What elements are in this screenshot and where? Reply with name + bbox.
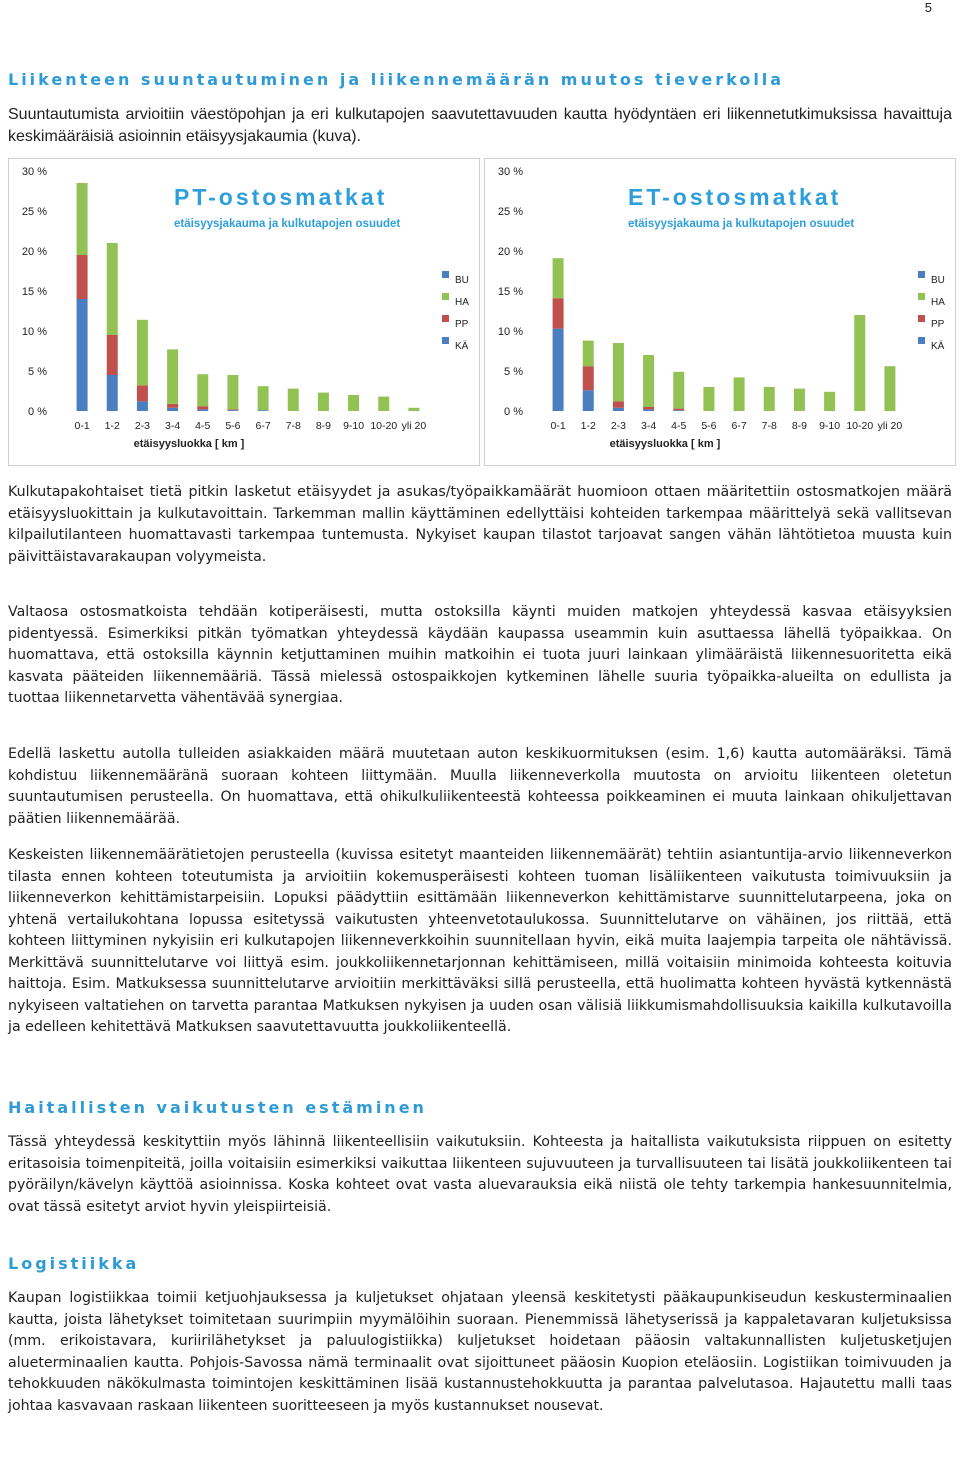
bar-segment-ha <box>824 392 835 411</box>
bar-segment-ha <box>764 387 775 411</box>
x-tick-label: 10-20 <box>846 420 874 432</box>
y-tick-label: 25 % <box>21 206 47 218</box>
bar-segment-ka <box>107 375 118 411</box>
bar-segment-pp <box>227 409 238 410</box>
bar-segment-ka <box>553 329 564 411</box>
bar-segment-ha <box>583 341 594 367</box>
bar-segment-pp <box>583 366 594 390</box>
x-tick-label: 7-8 <box>285 420 301 432</box>
y-tick-label: 20 % <box>21 246 47 258</box>
y-tick-label: 15 % <box>21 286 47 298</box>
y-tick-label: 0 % <box>28 406 47 418</box>
x-tick-label: 9-10 <box>343 420 365 432</box>
bar-segment-ha <box>553 258 564 298</box>
legend-label: BU <box>455 275 469 286</box>
bar-segment-ha <box>854 315 865 411</box>
legend-swatch <box>918 293 925 300</box>
legend-label: PP <box>931 319 945 330</box>
paragraph-4: Keskeisten liikennemäärätietojen perusteella (kuvissa esitetyt maanteiden liikennemäärät) tehtiin asiantuntija-arvio liikenneverkon tilasta ennen kohteen toteutumista ja arvioitiin kokemusperäisesti kohteen tuoman lisäliikenteen vaikutusta toimivuuksiin ja liikenneverkon kehittämistarpeisiin. Lopuksi päädyttiin esittämään liikenneverkon kehittämistarve suunnittelutarpeena, joka on yhtenä vertailukohtana lopussa esitetyssä vaikutusten yhteenvetotaulukossa. Suunnittelutarve on vähäinen, jos riittää, että kohteen liittyminen nykyisiin eri kulkutapojen liikenneverkkoihin suunnitellaan hyvin, eikä muita laajempia tarpeita ole nähtävissä. Merkittävä suunnittelutarve voi liittyä esim. joukkoliikennetarjonnan kehittämiseen, millä voitaisiin minimoida kohteesta koituvia haittoja. Esim. Matkuksessa suunnittelutarve arvioitiin merkittäväksi sillä perusteella, että huolimatta kohteen hyvästä kytkennästä nykyiseen valtatiehen on tarvetta parantaa Matkuksen nykyisen ja uuden osan välisiä liikkumismahdollisuuksia kaikilla kulkutavoilla ja edelleen kehitettävä Matkuksen saavutettavuutta joukkoliikenteellä. <box>8 847 952 1035</box>
bar-segment-pp <box>167 404 178 408</box>
legend-swatch <box>442 293 449 300</box>
bar-segment-ka <box>673 410 684 411</box>
et-chart-box <box>484 158 956 466</box>
legend-swatch <box>442 315 449 322</box>
x-tick-label: 2-3 <box>134 420 151 432</box>
bar-segment-ka <box>137 401 148 411</box>
chart-subtitle: etäisyysjakauma ja kulkutapojen osuudet <box>174 218 401 230</box>
bar-segment-ka <box>643 409 654 411</box>
x-tick-label: 8-9 <box>315 420 332 432</box>
x-tick-label: 6-7 <box>731 420 747 432</box>
x-tick-label: 4-5 <box>671 420 687 432</box>
paragraph-2: Valtaosa ostosmatkoista tehdään kotiperäisesti, mutta ostoksilla käynti muiden matkojen yhteydessä kasvaa etäisyyksien pidentyessä. Esimerkiksi pitkän työmatkan yhteydessä käydään kaupassa useammin kuin asuttaessa lähellä työpaikkaa. On huomattava, että ostoksilla käynnin ketjuttaminen muihin matkoihin ei tuota juuri lainkaan ylimääräistä liikennesuoritetta eikä kasvata pääteiden liikennemääriä. Tässä mielessä ostospaikkojen kytkeminen lähelle suuria työpaikka-alueilta on edullista ja tuottaa liikennetarvetta vähentävää synergiaa. <box>8 604 952 706</box>
legend-label: KÄ <box>931 341 945 352</box>
bar-segment-ka <box>583 390 594 411</box>
y-tick-label: 5 % <box>504 366 523 378</box>
bar-segment-ha <box>107 243 118 335</box>
x-tick-label: 0-1 <box>74 420 90 432</box>
bar-segment-ha <box>227 375 238 409</box>
x-tick-label: 8-9 <box>791 420 808 432</box>
bar-segment-ha <box>378 397 389 411</box>
y-tick-label: 15 % <box>497 286 523 298</box>
bar-segment-ka <box>167 408 178 411</box>
bar-segment-ka <box>227 410 238 411</box>
bar-segment-ha <box>167 349 178 403</box>
bar-segment-ha <box>258 386 269 410</box>
chart-subtitle: etäisyysjakauma ja kulkutapojen osuudet <box>628 218 855 230</box>
x-tick-label: 5-6 <box>701 420 717 432</box>
legend-label: BU <box>931 275 945 286</box>
paragraph-3: Edellä laskettu autolla tulleiden asiakkaiden määrä muutetaan auton keskikuormituksen (esim. 1,6) kautta automääräksi. Tämä kohdistuu liikennemääränä suoraan kohteen liittymään. Muulla liikenneverkolla muutosta on arvioitu liikenteen oletetun suuntautumisen perusteella. On huomattava, että ohikulkuliikenteestä kohteessa poikkeaminen ei muuta lainkaan ohikuljettavan päätien liikennemäärää. <box>8 746 952 827</box>
paragraph-6: Kaupan logistiikkaa toimii ketjuohjauksessa ja kuljetukset ohjataan yleensä keskitetysti pääkaupunkiseudun keskusterminaalien kautta, joista lähetykset toimitetaan suurimpiin myymälöihin suoraan. Pienemmissä lähetyserissä ja kappaletavaran kuljetuksissa (mm. erikoistavara, kuriirilähetykset ja paluulogistiikka) kuljetukset hoidetaan pääosin valtakunnallisten kuljetusketjujen alueterminaalien kautta. Pohjois-Savossa nämä terminaalit ovat sijoittuneet pääosin Kuopion eteläosiin. Logistiikan toimivuuden ja tehokkuuden näkökulmasta toimintojen keskittäminen lisää kustannustehokkuutta ja parantaa palvelutasoa. Hajautettu malli taas johtaa kasvavaan raskaan liikenteen suoritteeseen ja myös kustannukset nousevat. <box>8 1290 952 1414</box>
y-tick-label: 10 % <box>497 326 523 338</box>
bar-segment-pp <box>197 406 208 409</box>
bar-segment-ha <box>318 393 329 411</box>
bar-segment-pp <box>673 409 684 411</box>
bar-segment-ha <box>734 377 745 411</box>
pt-chart-box <box>8 158 480 466</box>
bar-segment-ha <box>794 389 805 411</box>
paragraph-1: Kulkutapakohtaiset tietä pitkin lasketut etäisyydet ja asukas/työpaikkamäärät huomioon ottaen määritettiin ostosmatkojen määrä etäisyysluokittain ja kulkutavoittain. Tarkemman mallin käyttäminen edellyttäisi kohteiden tarkempaa määrittelyä sekä vallitsevan kilpailutilanteen huomattavasti tarkempaa tuntemusta. Nykyiset kaupan tilastot tarjoavat sangen vähän lähtötietoa muusta kuin päivittäistavarakaupan volyymeista. <box>8 484 952 565</box>
bar-segment-ha <box>613 343 624 401</box>
bar-segment-pp <box>643 407 654 409</box>
y-tick-label: 5 % <box>28 366 47 378</box>
x-tick-label: 1-2 <box>104 420 120 432</box>
y-tick-label: 0 % <box>504 406 523 418</box>
x-axis-label: etäisyysluokka [ km ] <box>609 438 721 450</box>
legend-label: KÄ <box>455 341 469 352</box>
legend-label: HA <box>931 297 945 308</box>
bar-segment-ha <box>703 387 714 411</box>
legend-label: HA <box>455 297 469 308</box>
bar-segment-ha <box>884 366 895 411</box>
legend-swatch <box>918 315 925 322</box>
y-tick-label: 10 % <box>21 326 47 338</box>
bar-segment-pp <box>613 401 624 407</box>
bar-segment-ha <box>288 389 299 411</box>
paragraph-5: Tässä yhteydessä keskityttiin myös lähinnä liikenteellisiin vaikutuksiin. Kohteesta ja haitallista vaikutuksista riippuen on esitetty eritasoisia toimenpiteitä, joilla voitaisiin esimerkiksi vaikuttaa liikenteen sujuvuuteen ja turvallisuuteen tai lisätä joukkoliikenteen tai pyöräilyn/kävelyn käyttöä asioinnissa. Koska kohteet ovat vasta aluevarauksia eikä niistä ole tehty tarkempia hankesuunnitelmia, ovat tässä esitetyt arviot hyvin yleispiirteisiä. <box>8 1134 952 1215</box>
bar-segment-ka <box>197 409 208 411</box>
bar-segment-ha <box>77 183 88 255</box>
x-tick-label: 6-7 <box>255 420 271 432</box>
bar-segment-ka <box>613 408 624 411</box>
legend-swatch <box>918 337 925 344</box>
x-tick-label: 5-6 <box>225 420 241 432</box>
legend-label: PP <box>455 319 469 330</box>
bar-segment-ka <box>77 299 88 411</box>
y-tick-label: 20 % <box>497 246 523 258</box>
x-tick-label: 3-4 <box>640 420 657 432</box>
x-tick-label: 7-8 <box>761 420 777 432</box>
bar-segment-ha <box>197 374 208 406</box>
x-tick-label: yli 20 <box>877 420 903 432</box>
bar-segment-pp <box>107 335 118 375</box>
x-tick-label: 1-2 <box>580 420 596 432</box>
x-tick-label: 0-1 <box>550 420 566 432</box>
bar-segment-ka <box>258 410 269 411</box>
legend-swatch <box>442 337 449 344</box>
section-heading-traffic: Liikenteen suuntautuminen ja liikennemäärän muutos tieverkolla <box>8 70 785 89</box>
bar-segment-ha <box>348 395 359 411</box>
chart-title: ET-ostosmatkat <box>628 184 842 210</box>
x-tick-label: 4-5 <box>195 420 211 432</box>
page-number: 5 <box>924 0 932 15</box>
x-tick-label: 10-20 <box>370 420 398 432</box>
bar-segment-pp <box>553 298 564 328</box>
x-tick-label: yli 20 <box>401 420 427 432</box>
bar-segment-ha <box>137 320 148 386</box>
bar-segment-ha <box>673 372 684 409</box>
pt-chart <box>9 159 479 465</box>
et-chart <box>485 159 955 465</box>
x-tick-label: 3-4 <box>164 420 181 432</box>
section-heading-harm: Haitallisten vaikutusten estäminen <box>8 1098 427 1117</box>
bar-segment-ha <box>408 408 419 411</box>
bar-segment-pp <box>137 385 148 401</box>
legend-swatch <box>442 271 449 278</box>
x-axis-label: etäisyysluokka [ km ] <box>133 438 245 450</box>
y-tick-label: 30 % <box>21 166 47 178</box>
bar-segment-ha <box>643 355 654 407</box>
x-tick-label: 2-3 <box>610 420 627 432</box>
section-heading-logistics: Logistiikka <box>8 1254 140 1273</box>
intro-paragraph: Suuntautumista arvioitiin väestöpohjan ja eri kulkutapojen saavutettavuuden kautta hyödyntäen eri liikennetutkimuksissa havaittuja keskimääräisiä asioinnin etäisyysjakaumia (kuva). <box>8 106 952 145</box>
legend-swatch <box>918 271 925 278</box>
y-tick-label: 30 % <box>497 166 523 178</box>
chart-title: PT-ostosmatkat <box>174 184 388 210</box>
x-tick-label: 9-10 <box>819 420 841 432</box>
bar-segment-pp <box>77 255 88 299</box>
y-tick-label: 25 % <box>497 206 523 218</box>
